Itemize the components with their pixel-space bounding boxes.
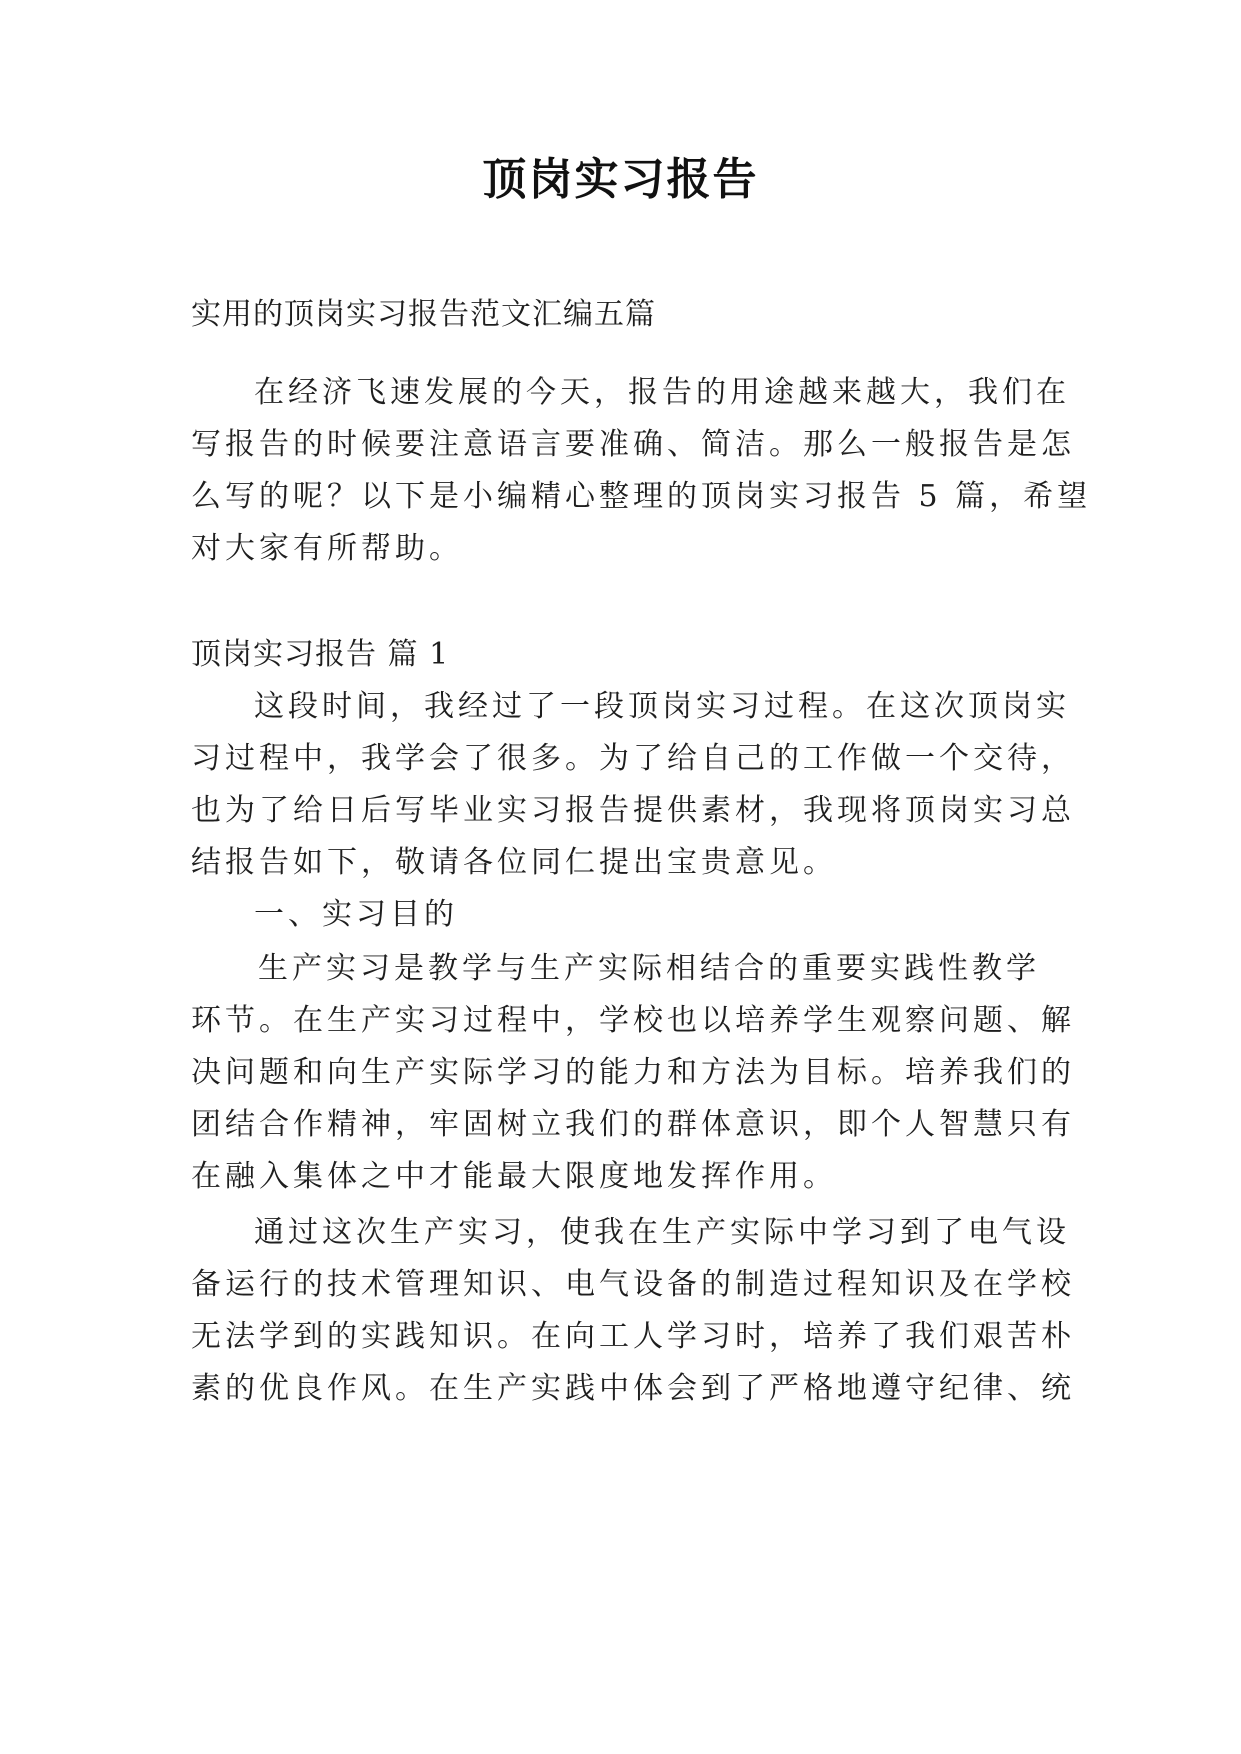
text-line: 对大家有所帮助。 [191, 531, 463, 566]
text-line: 写报告的时候要注意语言要准确、简洁。那么一般报告是怎 [191, 427, 1075, 462]
text-line: 么写的呢？以下是小编精心整理的顶岗实习报告 5 篇，希望 [191, 479, 1092, 514]
text-line: 通过这次生产实习，使我在生产实际中学习到了电气设 [254, 1215, 1070, 1250]
text-line: 环节。在生产实习过程中，学校也以培养学生观察问题、解 [191, 1003, 1075, 1038]
document-title: 顶岗实习报告 [482, 154, 759, 205]
text-line: 团结合作精神，牢固树立我们的群体意识，即个人智慧只有 [191, 1107, 1075, 1142]
text-line: 也为了给日后写毕业实习报告提供素材，我现将顶岗实习总 [191, 793, 1075, 828]
text-line: 结报告如下，敬请各位同仁提出宝贵意见。 [191, 845, 837, 880]
document-subtitle: 实用的顶岗实习报告范文汇编五篇 [191, 297, 656, 332]
text-line: 这段时间，我经过了一段顶岗实习过程。在这次顶岗实 [254, 689, 1070, 724]
text-line: 备运行的技术管理知识、电气设备的制造过程知识及在学校 [191, 1267, 1075, 1302]
text-line: 习过程中，我学会了很多。为了给自己的工作做一个交待， [191, 741, 1075, 776]
text-line: 生产实习是教学与生产实际相结合的重要实践性教学 [258, 951, 1040, 986]
text-line: 在经济飞速发展的今天，报告的用途越来越大，我们在 [254, 375, 1070, 410]
text-line: 在融入集体之中才能最大限度地发挥作用。 [191, 1159, 837, 1194]
text-line: 决问题和向生产实际学习的能力和方法为目标。培养我们的 [191, 1055, 1075, 1090]
text-line: 素的优良作风。在生产实践中体会到了严格地遵守纪律、统 [191, 1371, 1075, 1406]
text-line: 无法学到的实践知识。在向工人学习时，培养了我们艰苦朴 [191, 1319, 1075, 1354]
subsection-heading: 一、实习目的 [254, 897, 458, 932]
section-heading: 顶岗实习报告 篇 1 [191, 637, 450, 672]
